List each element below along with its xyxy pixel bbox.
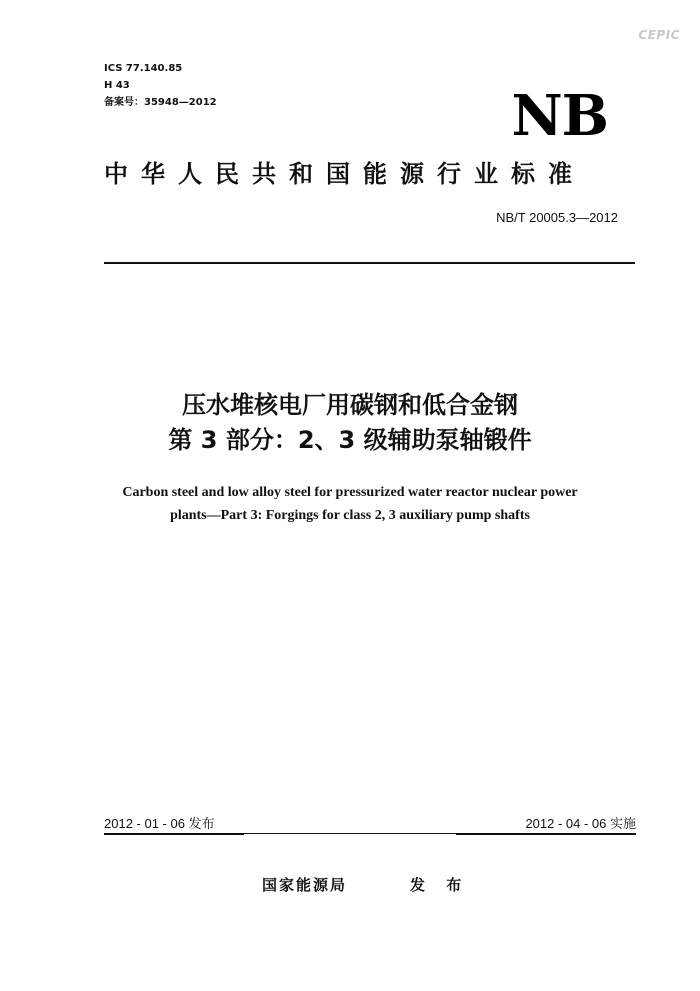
ics-code: ICS 77.140.85 xyxy=(104,63,183,74)
nb-logo: NB xyxy=(511,83,608,149)
standard-title: 中华人民共和国能源行业标准 xyxy=(104,160,585,188)
effective-date: 2012 - 04 - 06 实施 xyxy=(456,813,636,835)
english-title-line-1: Carbon steel and low alloy steel for pressurized water reactor nuclear power xyxy=(122,485,578,500)
standard-code: NB/T 20005.3—2012 xyxy=(496,210,618,225)
issue-label: 发 布 xyxy=(410,876,470,894)
issuing-authority: 国家能源局 xyxy=(262,876,348,894)
cepic-watermark: CEPIC xyxy=(638,28,680,42)
header-divider xyxy=(104,262,635,264)
record-number: 备案号：35948—2012 xyxy=(104,97,217,108)
classification-code: H 43 xyxy=(104,80,130,91)
english-title-line-2: plants—Part 3: Forgings for class 2, 3 auxiliary pump shafts xyxy=(170,508,530,523)
publish-date: 2012 - 01 - 06 发布 xyxy=(104,813,244,835)
chinese-title-line-1: 压水堆核电厂用碳钢和低合金钢 xyxy=(182,391,518,419)
chinese-title-line-2: 第 3 部分：2、3 级辅助泵轴锻件 xyxy=(168,426,532,454)
